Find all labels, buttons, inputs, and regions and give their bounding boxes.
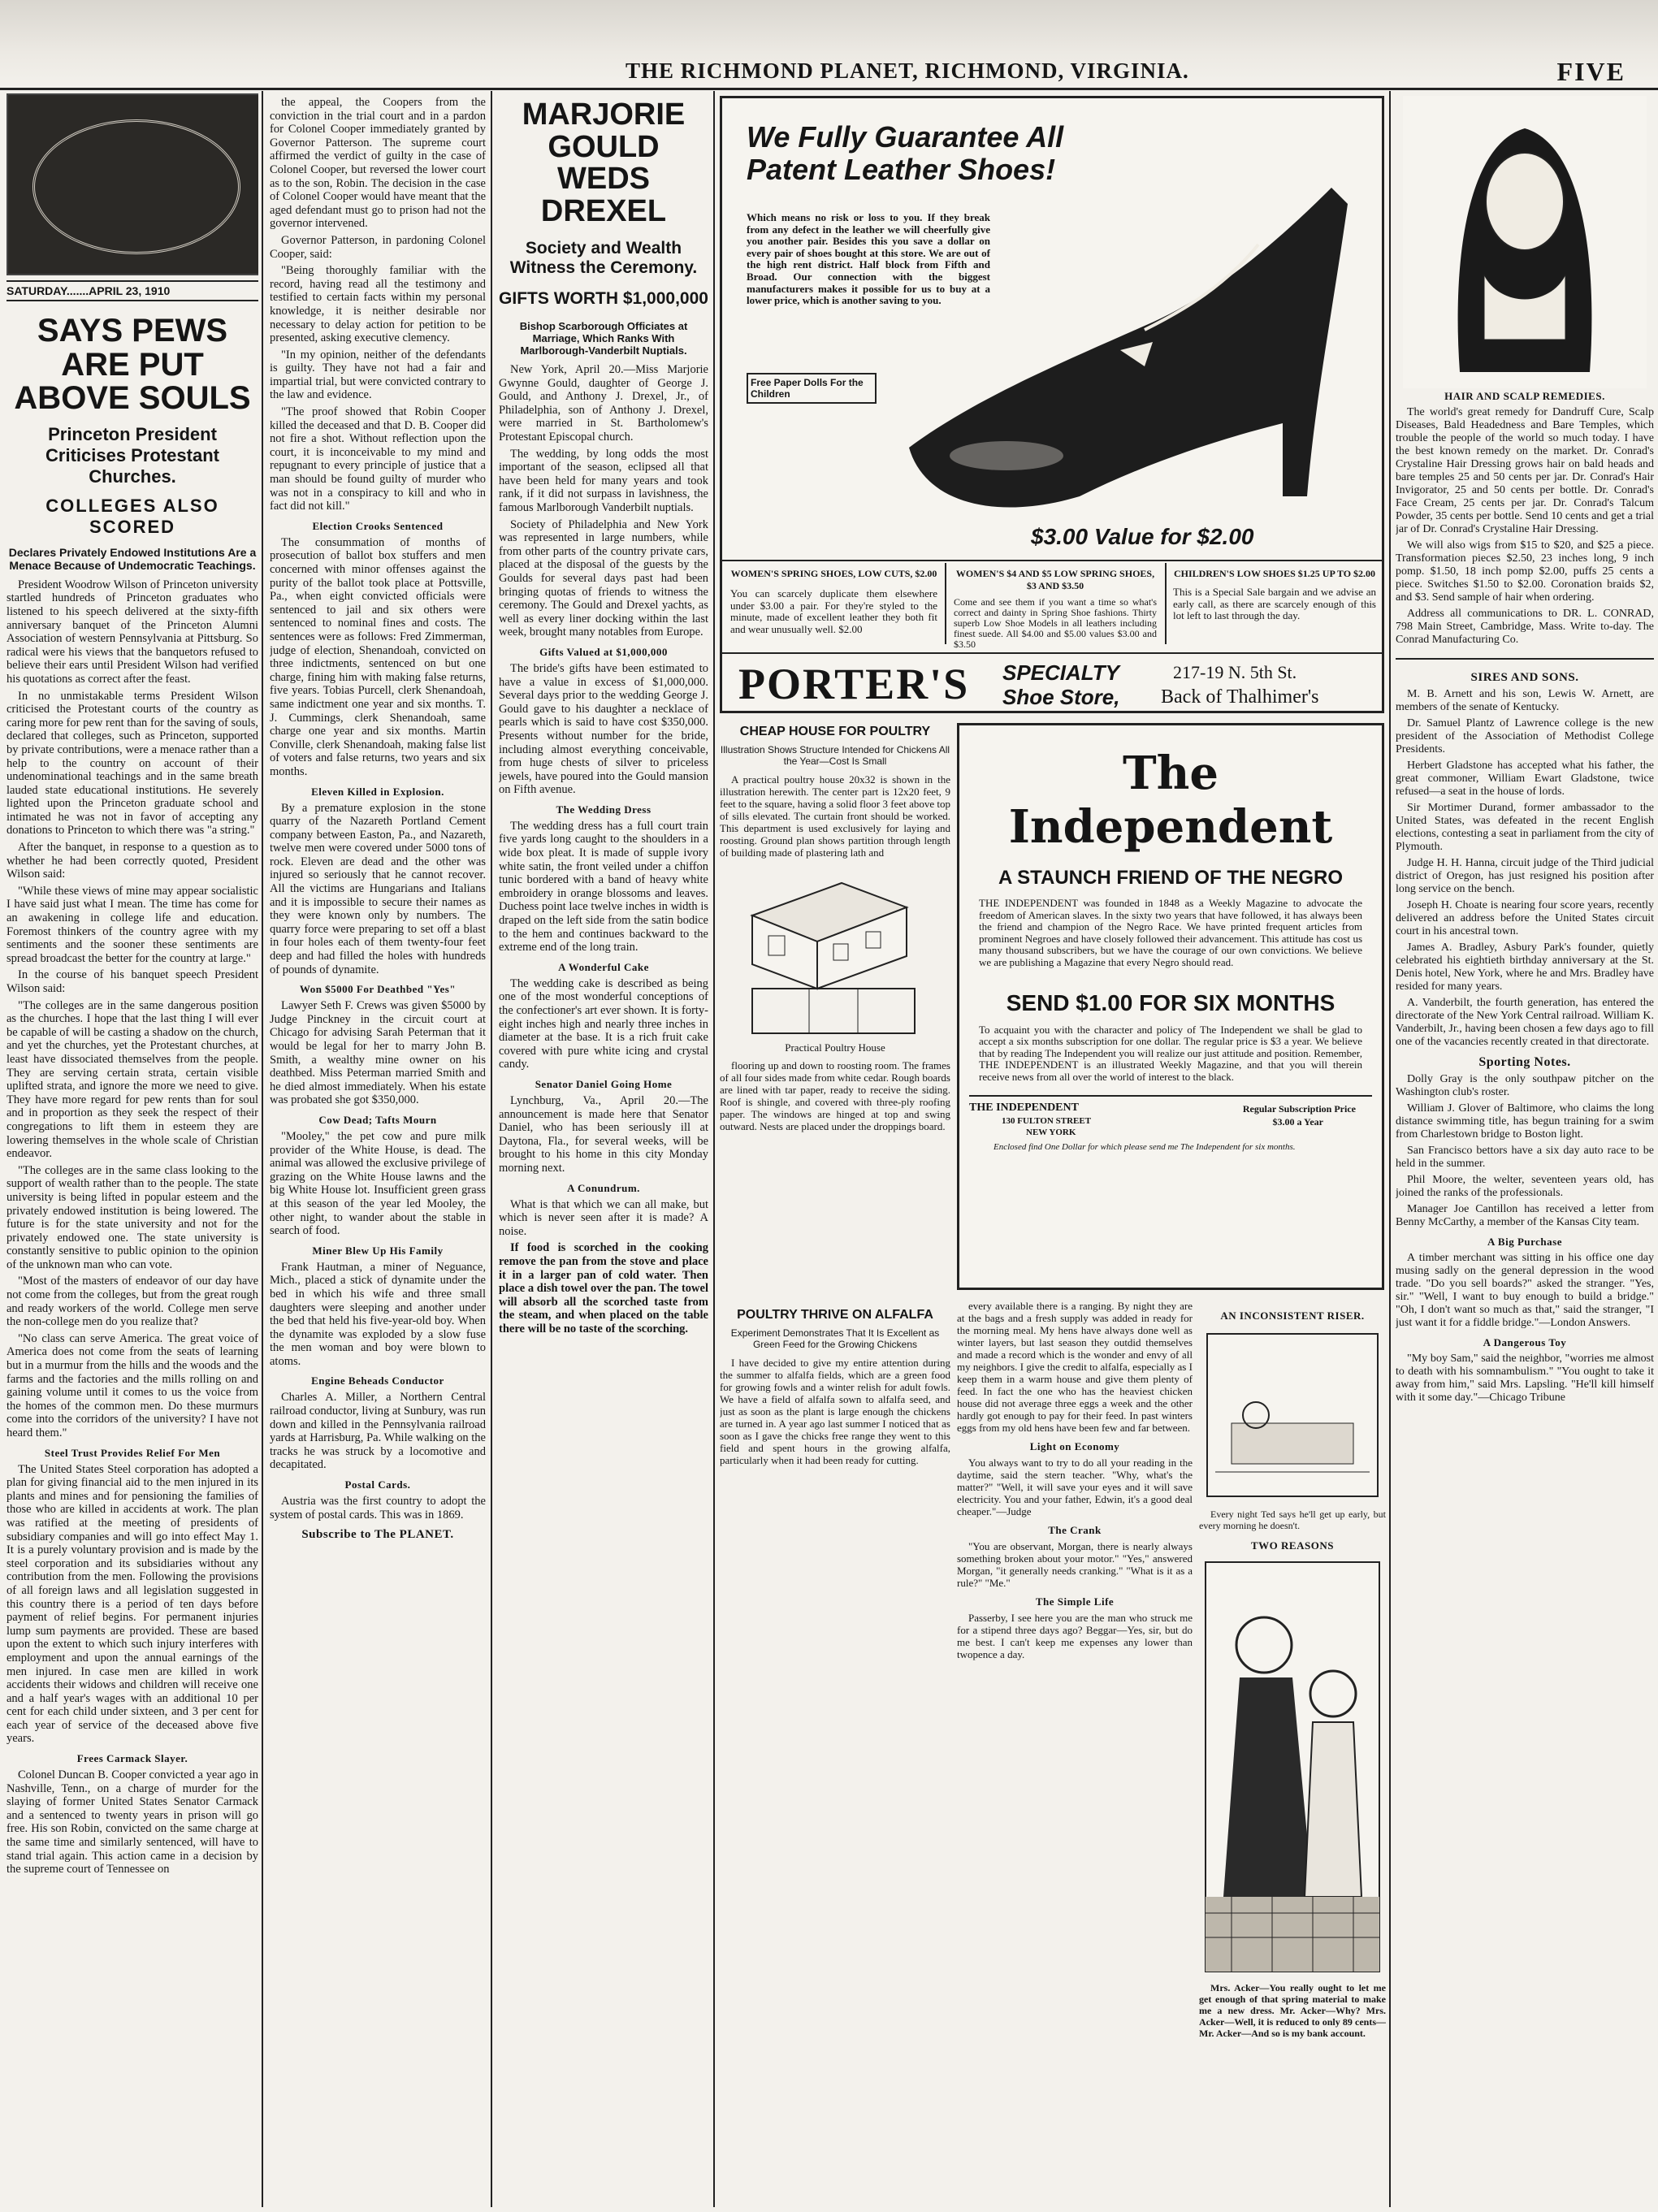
paragraph: Herbert Gladstone has accepted what his father, the great commoner, William Ewart Gladstone, twice refused—a seat in the house of lords.: [1396, 760, 1654, 798]
heading-alfalfa: POULTRY THRIVE ON ALFALFA: [737, 1308, 933, 1322]
cartoon-2-illustration: [1199, 1556, 1386, 1978]
womens-low-shoes: [730, 568, 937, 635]
paragraph: San Francisco bettors have a six day auto race to be held in the summer.: [1396, 1145, 1654, 1170]
shoe-advertisement: [720, 96, 1384, 713]
womens-low-text: You can scarcely duplicate them elsewhere under $3.00 a pair. For they're styled to the minute, made of excellent leather they both fit and wear unusually well. $2.00: [730, 587, 937, 635]
paragraph: "In my opinion, neither of the defendants is guilty. They have not had a fair and impartial trial, but were convicted contrary to the law and evidence.: [270, 348, 486, 402]
paragraph: New York, April 20.—Miss Marjorie Gwynne Gould, daughter of George J. Gould, and Anthony J. Drexel, Jr., of Philadelphia, son of Anthony J. Drexel, were married in St. Bartholomew's Protestant Episcopal church.: [499, 363, 708, 444]
alfalfa-continued: [957, 1300, 1193, 2206]
column-1: [6, 93, 258, 2206]
article-explosion: By a premature explosion in the stone quarry of the Nazareth Portland Cement company between Easton, Pa., and Nazareth, twelve men were covered under 5000 tons of rock. Eleven are dead and the other was injured so seriously that he cannot recover. All the victims are Hungarians and Italians and it is impossible to secure their names as they were known only by numbers. The quarry force were preparing to set off a blast in four holes each of them twenty-four feet deep and had filled the holes with hundreds of pounds of dynamite.: [270, 801, 486, 976]
article-simple: Passerby, I see here you are the man who struck me for a stipend three days ago? Beggar—Yes, sir, but do me best. I can't keep me expenses any lower than twopence a day.: [957, 1612, 1193, 1660]
page-number: FIVE: [1556, 57, 1626, 86]
subhead-princeton: Princeton President Criticises Protestant Churches.: [45, 423, 219, 487]
article-engine: Charles A. Miller, a Northern Central railroad conductor, living at Sunbury, was run down and killed in the Pennsylvania railroad yards at Harrisburg, Pa. While walking on the tracks he was struck by a locomotive and decapitated.: [270, 1391, 486, 1472]
hair-wigs-text: We will also wigs from $15 to $20, and $25 a piece. Transformation pieces $2.50, 23 inches long, 9 inch pomp. $1.50, 18 inch pomp $2.00, puffs 25 cents a piece. Switches $1.50 to $2.00. Coronation braids $2, and $3. Send sample of hair when ordering.: [1396, 539, 1654, 604]
independent-text: THE INDEPENDENT was founded in 1848 as a Weekly Magazine to advocate the freedom of American slaves. In the sixty two years that have followed, it has always been the friend and champion of the Negro Race. We have printed frequent articles from prominent Negroes and have closely followed their advancement. This attitude has cost us many thousand subscribers, but we have the courage of our own convictions. We believe we are publishing a Magazine that every Negro should read.: [979, 897, 1362, 968]
subhead-alfalfa: Experiment Demonstrates That It Is Excellent as Green Feed for the Growing Chickens: [730, 1327, 940, 1350]
porters-location: Back of Thalhimer's: [1161, 686, 1319, 708]
independent-price-label: Regular Subscription Price: [1242, 1102, 1356, 1115]
article-conundrum: What is that which we can all make, but which is never seen after it is made? A noise.: [499, 1197, 708, 1238]
paragraph: Phil Moore, the welter, seventeen years old, has joined the ranks of the professionals.: [1396, 1174, 1654, 1199]
newspaper-title: THE RICHMOND PLANET, RICHMOND, VIRGINIA.: [626, 58, 1189, 83]
paragraph: "The colleges are in the same dangerous position as the churches. I hope that the last thing I will ever be capable of will be casting a shadow on the church, and yet the churches, yet the Protestant churches, at least have dissociated themselves from the people. They are serving certain strata, certain visible uplifted strata, and ignore the more we need to give. They have more regard for pew rents than for soul and in proportion as they seek the respect of their congregations to lift them in esteem they are lowering themselves in the whole scale of Christian endeavor.: [6, 998, 258, 1161]
subscribe-line: Subscribe to The PLANET.: [301, 1528, 454, 1542]
article-senator: Lynchburg, Va., April 20.—The announcement is made here that Senator Daniel, who has been seriously ill at Daytona, Fla., for several weeks, will be brought to his home in this city Monday morning next.: [499, 1093, 708, 1175]
article-crank: "You are observant, Morgan, there is nearly always something broken about your motor." "Yes," answered Morgan, "it generally needs cranking." "What is it as a rule?" "Me.": [957, 1540, 1193, 1589]
heading-postal: Postal Cards.: [344, 1478, 411, 1491]
woman-portrait-image: [1403, 96, 1647, 388]
column-2: [270, 96, 486, 2206]
paragraph: "Being thoroughly familiar with the record, having read all the testimony and testified to certain facts within my personal knowledge, it is neither desirable nor necessary to delay action for petition to be presented, asking executive clemency.: [270, 264, 486, 345]
column-rule: [491, 91, 492, 2207]
article-election: The consummation of months of prosecution of ballot box stuffers and men concerned with minor offenses against the purity of the ballot took place at Pottsville, Pa., when eight convicted officials were sentenced to jail and six others were sentenced to nominal fines and costs. The sentences were as follows: Fred Zimmerman, judge of election, Shenandoah, convicted on three indictments, sentenced on but one charge, fining him with making false returns, five years. Tobias Purcell, clerk Shenandoah, same indictment one year and six months. T. J. Cummings, clerk Shenandoah, same charge one year and six months. Martin Conville, clerk Shenandoah, making false list of voters and false returns, two years and six months.: [270, 535, 486, 778]
article-cow: "Mooley," the pet cow and pure milk provider of the White House, is dead. The animal was allowed the exclusive privilege of grazing on the White House lawns and the big White House lot. Insufficient green grass at this season of the year led Mooley, the other night, to wander about the stable in search of food.: [270, 1129, 486, 1238]
column-rule: [262, 91, 263, 2207]
independent-address-2: 130 FULTON STREET: [1002, 1115, 1092, 1126]
heading-cake: A Wonderful Cake: [558, 960, 649, 973]
poultry-caption: Practical Poultry House: [785, 1041, 885, 1054]
independent-advertisement: [957, 723, 1384, 1290]
paragraph: Manager Joe Cantillon has received a letter from Benny McCarthy, a member of the Kansas City team.: [1396, 1203, 1654, 1228]
independent-price: $3.00 a Year: [1272, 1115, 1323, 1128]
independent-title: The Independent: [1008, 747, 1333, 854]
heading-simple: The Simple Life: [1035, 1595, 1115, 1608]
issue-date: SATURDAY.......APRIL 23, 1910: [6, 280, 258, 301]
heading-conundrum: A Conundrum.: [567, 1181, 640, 1194]
article-pews: [6, 578, 258, 1440]
subhead-colleges: COLLEGES ALSO SCORED: [45, 495, 219, 537]
shoe-ad-text: Which means no risk or loss to you. If they break from any defect in the leather we will cheerfully give you another pair. Besides this you save a dollar on every pair of shoes bought at this store. We are out of the high rent district. Half block from Fifth and Broad. Our connection with the biggest manufacturers makes it possible for us to buy at a lower price, which is another saving to you.: [747, 211, 990, 307]
paragraph: In the course of his banquet speech President Wilson said:: [6, 968, 258, 995]
heading-steel: Steel Trust Provides Relief For Men: [44, 1446, 221, 1459]
section-rule: [1396, 658, 1654, 660]
shoe-illustration: [877, 155, 1364, 529]
article-gifts: The bride's gifts have been estimated to have a value in excess of $1,000,000. Several days prior to the wedding George J. Gould gave to his daughter a necklace of pearls which is said to have cost $350,000. Presents without number for the bride, including almost everything conceivable, from huge chests of silver to priceless jewels, have poured into the Gould mansion on Fifth avenue.: [499, 661, 708, 797]
column-rule: [1389, 91, 1391, 2207]
column-right: [1396, 96, 1654, 2206]
womens-spring-shoes: [954, 568, 1157, 650]
childrens-heading: CHILDREN'S LOW SHOES $1.25 UP TO $2.00: [1173, 568, 1376, 579]
heading-miner: Miner Blew Up His Family: [312, 1244, 444, 1257]
subhead-poultry: Illustration Shows Structure Intended for Chickens All the Year—Cost Is Small: [720, 744, 950, 767]
paragraph: President Woodrow Wilson of Princeton university startled hundreds of Princeton graduates who listened to his speech delivered at the sixty-fifth anniversary banquet of the Princeton Alumni Association of western Pennsylvania at Pittsburg. So radical were his views that the banquetors refused to believe their ears until President Wilson had verified his quotations as correct after the feast.: [6, 578, 258, 686]
heading-dress: The Wedding Dress: [556, 803, 652, 816]
paper-dolls-box: Free Paper Dolls For the Children: [747, 373, 877, 404]
article-poultry: A practical poultry house 20x32 is shown in the illustration herewith. The center part is 12x20 feet, 9 feet to the square, having a solid floor 3 feet above top of sills elevated. The curtain front should be worked. This department is used exclusively for laying and roosting. Ground plan shows partition through length of building made of plastering lath and: [720, 773, 950, 859]
heading-yes: Won $5000 For Deathbed "Yes": [299, 983, 457, 996]
independent-offer: SEND $1.00 FOR SIX MONTHS: [1006, 989, 1335, 1015]
heading-purchase: A Big Purchase: [1487, 1236, 1562, 1248]
cartoon-1-illustration: [1199, 1326, 1386, 1504]
column-rule: [713, 91, 715, 2207]
paragraph: In no unmistakable terms President Wilson criticised the Protestant courts of the country as caring more for pew rent than for the saving of souls, declared that colleges, such as Princeton, supported by private contributions, were a menace rather than a help to the country on account of their undenominational teachings and in the same breath lauded state educational institutions. He severely lighted upon the Princeton graduate school and intimated he was not in favor of accepting any donations to Princeton to which there was "a string.": [6, 689, 258, 838]
porters-name: PORTER'S: [738, 660, 970, 708]
article-carmack: Colonel Duncan B. Cooper convicted a year ago in Nashville, Tenn., on a charge of murder for the slaying of former United States Senator Carmack and a sentenced to twenty years in prison will go free. His son Robin, convicted on the same charge at the same time and similarly sentenced, will have to stand trial again. This action came in a decision by the supreme court of Tennessee on: [6, 1768, 258, 1877]
paragraph: The wedding, by long odds the most important of the season, eclipsed all that have been held for many years and took rank, if it did not surpass in lavishness, the famous Marlborough Vanderbilt nuptials.: [499, 447, 708, 514]
childrens-text: This is a Special Sale bargain and we advise an early call, as there are scarcely enough of this lot left to last through the day.: [1173, 586, 1376, 622]
masthead-rule: [0, 88, 1658, 90]
paragraph: William J. Glover of Baltimore, who claims the long distance swimming title, has begun training for a swim from Charlestown bridge to Boston light.: [1396, 1102, 1654, 1141]
heading-election: Election Crooks Sentenced: [312, 519, 444, 532]
womens-spring-text: Come and see them if you want a time so what's correct and dainty in Spring Shoe fashions. Thirty superb Low Shoe Models in all leathers including finest suede. All $4.00 and $5.00 values $3.00 and $3.50: [954, 596, 1157, 650]
subhead-society: Society and Wealth Witness the Ceremony.: [509, 239, 698, 278]
heading-crank: The Crank: [1048, 1524, 1102, 1536]
paragraph: Judge H. H. Hanna, circuit judge of the Third judicial district of Oregon, has just resigned his position after long service on the bench.: [1396, 857, 1654, 895]
paragraph: A. Vanderbilt, the fourth generation, has entered the directorate of the New York Central railroad. William K. Vanderbilt, Jr., having been chosen a few days ago to fill one of the vacancies recently created in that directorate.: [1396, 997, 1654, 1048]
porters-address: 217-19 N. 5th St.: [1173, 662, 1297, 682]
heading-poultry: CHEAP HOUSE FOR POULTRY: [739, 725, 931, 738]
womens-spring-heading: WOMEN'S $4 AND $5 LOW SPRING SHOES, $3 AND $3.50: [955, 568, 1155, 591]
paragraph: After the banquet, in response to a question as to whether he had been correctly quoted, President Wilson said:: [6, 841, 258, 881]
article-yes: Lawyer Seth F. Crews was given $5000 by Judge Pinckney in the circuit court at Chicago for advising Sarah Peterman that it would be legal for her to marry John B. Smith, a wealthy mine owner on his deathbed. Miss Peterman married Smith and he died almost immediately. When his estate was probated she got $350,000.: [270, 999, 486, 1107]
logo-emblem: [32, 119, 240, 254]
poultry-article: [720, 721, 950, 1300]
poultry-house-illustration: [720, 867, 950, 1037]
heading-explosion: Eleven Killed in Explosion.: [311, 785, 444, 798]
hair-caption: HAIR AND SCALP REMEDIES.: [1444, 390, 1605, 402]
article-purchase: A timber merchant was sitting in his office one day musing sadly on the general depression in the wood trade. "Do you sell boards?" asked the stranger. "Yes, sir." "Well, I want to buy enough to build a bridge." "Oh, I don't want so much as that," said the stranger, "I just want it for a fiddle bridge."—London Answers.: [1396, 1252, 1654, 1329]
shoe-ad-headline: We Fully Guarantee All Patent Leather Shoes!: [747, 120, 1064, 186]
ad-rule: [722, 560, 1384, 561]
heading-toy: A Dangerous Toy: [1483, 1336, 1567, 1348]
article-steel: The United States Steel corporation has adopted a plan for giving financial aid to the men injured in its plants and mines and for pensioning the families of those who are killed in accidents at work. The plan was ratified at the meeting of presidents of subsidiary companies and will go into effect May 1. It is a purely voluntary provision and is made by the steel corporation and its subsidiaries without any contribution from the men. Following the provisions of all foreign laws and all legislation suggested in this country there is a period of ten days before payment of relief begins. For permanent injuries lump sum payments are provided. These are based upon the extent to which such injury interferes with employment and upon the annual earnings of the men injured. In case men are killed in work accidents their widows and children will receive one and a half year's wages with an additional 10 per cent for each child under sixteen, and 3 per cent for each year of service of the deceased above five years.: [6, 1462, 258, 1746]
heading-cow: Cow Dead; Tafts Mourn: [318, 1113, 437, 1126]
cartoon-column: [1199, 1300, 1386, 2206]
paragraph: "The proof showed that Robin Cooper killed the deceased and that D. B. Cooper did not fire a shot. Without reflection upon the court, it is inconceivable to my mind and repugnant to every principle of justice that a man should be found guilty of murder who was not in a conspiracy to kill and who in fact did not kill.": [270, 405, 486, 513]
paragraph: the appeal, the Coopers from the conviction in the trial court and in a pardon for Colonel Cooper immediately granted by Governor Patterson. The supreme court affirmed the verdict of guilty in the case of Colonel Cooper, but reversed the lower court as to the son, Robin. The decision in the case of Colonel Cooper would have meant that the aged defendant must go to prison had not the governor intervened.: [270, 96, 486, 231]
independent-coupon: Enclosed find One Dollar for which please send me The Independent for six months.: [994, 1141, 1296, 1152]
heading-carmack: Frees Carmack Slayer.: [76, 1752, 188, 1765]
subhead-bishop: Bishop Scarborough Officiates at Marriage, Which Ranks With Marlborough-Vanderbilt Nuptials.: [519, 320, 688, 357]
article-alfalfa-cont: every available there is a ranging. By night they are at the bags and a fresh supply was added in ready for the morning meal. My hens have always done well as winter layers, but last season they outdid themselves and made a record which is the wonder and envy of all my neighbors. I give the credit to alfalfa, especially as I keep them in a warm house and give them plenty of feed. In fact the one who has the heaviest chicken house did not average three eggs a week and the other hardly got enough to pay for their feed. In past winters eggs from my old hens have been few and far between.: [957, 1300, 1193, 1434]
subhead-declares: Declares Privately Endowed Institutions Are a Menace Because of Undemocratic Teachings.: [8, 545, 257, 572]
paragraph: Society of Philadelphia and New York was represented in large numbers, while from other parts of the country private cars, placed at the disposal of the guests by the Goulds for several days past had been bringing quotas of friends to witness the ceremony. The Gould and Drexel yachts, as well as every liner docking within the last week, brought many notables from Europe.: [499, 517, 708, 639]
article-economy: You always want to try to do all your reading in the daytime, said the stern teacher. "Why, what's the matter?" "Well, it will save your eyes and it will save electricity. You and your father, Edwin, it's a good deal cheaper."—Judge: [957, 1457, 1193, 1517]
paragraph: Governor Patterson, in pardoning Colonel Cooper, said:: [270, 233, 486, 261]
cartoon-1-text: Every night Ted says he'll get up early, but every morning he doesn't.: [1199, 1509, 1386, 1531]
ad-rule: [945, 563, 946, 644]
paragraph: Joseph H. Choate is nearing four score years, recently delivered an address before the United States circuit court in his ancestral town.: [1396, 899, 1654, 937]
paragraph: Dolly Gray is the only southpaw pitcher on the Washington club's roster.: [1396, 1073, 1654, 1098]
paragraph: M. B. Arnett and his son, Lewis W. Arnett, are members of the senate of Kentucky.: [1396, 688, 1654, 713]
ad-rule: [722, 652, 1384, 654]
headline-pews: SAYS PEWS ARE PUT ABOVE SOULS: [14, 313, 251, 417]
heading-sporting: Sporting Notes.: [1478, 1055, 1571, 1069]
heading-sires: SIRES AND SONS.: [1470, 671, 1579, 684]
hair-remedy-text: The world's great remedy for Dandruff Cure, Scalp Diseases, Bald Headedness and Bare Temples, which trouble the people of the world so much today. I have the best known remedy on the market. Dr. Conrad's Crystaline Hair Dressing grows hair on bald heads and bare temples 25 and 50 cents per jar. Dr. Conrad's Hair Invigorator, 25 and 50 cents per bottle. Dr. Conrad's Face Cream, 25 cents per jar. Dr. Conrad's Talcum Powder, 35 cents per bottle. Send 10 cents and get a trial jar of Dr. Conrad's Crystaline Hair Dressing.: [1396, 406, 1654, 535]
childrens-shoes: [1173, 568, 1376, 622]
independent-footer: [969, 1095, 1372, 1175]
paragraph: Sir Mortimer Durand, former ambassador to the United States, was defeated in the recent English elections, contesting a seat in parliament from the city of Plymouth.: [1396, 802, 1654, 853]
shoe-value-line: $3.00 Value for $2.00: [1031, 524, 1254, 549]
specialty-label: SPECIALTY: [1002, 660, 1119, 685]
masthead: [0, 0, 1658, 88]
paragraph: "The colleges are in the same class looking to the support of wealth rather than to the people. The state university is being lifted in popular esteem and the privately endowed institution is being lowered. The future is for the state university and not for the privately endowed one. The state university is constantly sensitive to public opinion to the opinion of the unknown man who can vote.: [6, 1163, 258, 1271]
article-poultry-cont: flooring up and down to roosting room. The frames of all four sides made from white cedar. Rough boards are lined with tar paper, ready to receive the siding. Roof is shingle, and covered with three-ply roofing paper. The windows are hinged at top and swing outward. Nests are placed under the droppings board.: [720, 1059, 950, 1132]
hair-address: Address all communications to DR. L. CONRAD, 798 Main Street, Cambridge, Mass. Write to-day. The Conrad Manufacturing Co.: [1396, 608, 1654, 646]
paragraph: "No class can serve America. The great voice of America does not come from the seats of learning but in a murmur from the hills and the woods and the farms and the factories and the mills rolling on and gaining volume until it comes to us the voice from the homes of the common men. Do these murmurs come into the corridors of the university? I have not heard them.": [6, 1331, 258, 1439]
article-scorch: If food is scorched in the cooking remove the pan from the stove and place it in a larger pan of cold water. Then place a dish towel over the pan. The towel will absorb all the scorched taste from the steam, and when placed on the table there will be no taste of the scorching.: [499, 1241, 708, 1335]
womens-low-heading: WOMEN'S SPRING SHOES, LOW CUTS, $2.00: [730, 568, 937, 579]
alfalfa-article: [720, 1300, 950, 2206]
article-miner: Frank Hautman, a miner of Neguance, Mich., placed a stick of dynamite under the bed in which his wife and three small daughters were sleeping and another under the bed that held his five-year-old boy. When the dynamite was exploded by a slow fuse the men woman and boy were blown to atoms.: [270, 1260, 486, 1368]
article-toy: "My boy Sam," said the neighbor, "worries me almost to death with his somnambulism." "You ought to take it away from him," said Mrs. Lapsling. "He'll kill himself with it some day."—Chicago Tribune: [1396, 1353, 1654, 1404]
independent-address-1: THE INDEPENDENT: [969, 1101, 1079, 1114]
independent-offer-text: To acquaint you with the character and policy of The Independent we shall be glad to accept a six months subscription for one dollar. The regular price is $3 a year. We believe that by reading The Independent you will realize our just attitude and position. Remember, THE INDEPENDENT is an illustrated Weekly Magazine, and that you will therein receive news from all over the world of interest to the black.: [979, 1023, 1362, 1083]
article-dress: The wedding dress has a full court train five yards long caught to the shoulders in a wide box pleat. It is made of supple ivory white satin, the front veiled under a chiffon tunic bordered with a band of heavy white embroidery in orange blossoms and leaves. Duchess point lace twelve inches in width is draped on the left side from the satin bodice to the hem and continues backward to the extreme end of the long train.: [499, 819, 708, 954]
headline-gould: MARJORIE GOULD WEDS DREXEL: [522, 97, 686, 228]
hair-remedy-illustration: [1403, 96, 1647, 388]
article-cake: The wedding cake is described as being one of the most wonderful conceptions of the confectioner's art ever shown. It is forty-eight inches high and nearly three inches in diameter at the base. It is a rich fruit cake covered with pure white icing and crystal candy.: [499, 976, 708, 1071]
cartoon-2-title: TWO REASONS: [1251, 1539, 1334, 1552]
article-alfalfa: I have decided to give my entire attention during the summer to alfalfa fields, which are a green food for growing fowls and a winter relish for adult fowls. We have a field of alfalfa sown to alfalfa seed, and just as soon as the plant is large enough the chickens are turned in. A year ago last summer I noticed that as soon as I gave the chicks free range they went to this field and spent hours in the growing alfalfa, particularly when it had been ready for cutting.: [720, 1357, 950, 1466]
paragraph: "While these views of mine may appear socialistic I have said just what I mean. The time has come for an awakening in college life and education. Foremost thinkers of the country agree with my sentiments and the sooner these sentiments are spread broadcast the better for the country at large.": [6, 884, 258, 965]
heading-economy: Light on Economy: [1029, 1440, 1120, 1452]
heading-senator: Senator Daniel Going Home: [535, 1077, 673, 1090]
paragraph: "Most of the masters of endeavor of our day have not come from the colleges, but from the great rough and ready workers of the world. College men serve the non-college men do you realize that?: [6, 1275, 258, 1329]
cartoon-1-title: AN INCONSISTENT RISER.: [1220, 1309, 1365, 1322]
independent-address-3: NEW YORK: [1026, 1127, 1076, 1137]
paragraph: Dr. Samuel Plantz of Lawrence college is the new president of the Association of Methodist College Presidents.: [1396, 717, 1654, 755]
heading-engine: Engine Beheads Conductor: [311, 1374, 444, 1387]
article-postal: Austria was the first country to adopt the system of postal cards. This was in 1869.: [270, 1495, 486, 1522]
column-3: [499, 96, 708, 2206]
heading-gifts: Gifts Valued at $1,000,000: [539, 645, 668, 658]
paragraph: James A. Bradley, Asbury Park's founder, quietly celebrated his eightieth birthday anniversary at the St. Denis hotel, New York, where he and Mrs. Bradley have resided for many years.: [1396, 942, 1654, 993]
ad-rule: [1165, 563, 1167, 644]
subhead-gifts: GIFTS WORTH $1,000,000: [499, 289, 708, 309]
independent-subhead: A STAUNCH FRIEND OF THE NEGRO: [998, 867, 1343, 889]
shoe-store-label: Shoe Store,: [1002, 685, 1120, 709]
planet-logo-image: [6, 93, 258, 275]
cartoon-2-caption: Mrs. Acker—You really ought to let me get enough of that spring material to make me a new dress. Mr. Acker—Why? Mrs. Acker—Well, it is reduced to only 89 cents— Mr. Acker—And so is my bank account.: [1199, 1982, 1386, 2039]
